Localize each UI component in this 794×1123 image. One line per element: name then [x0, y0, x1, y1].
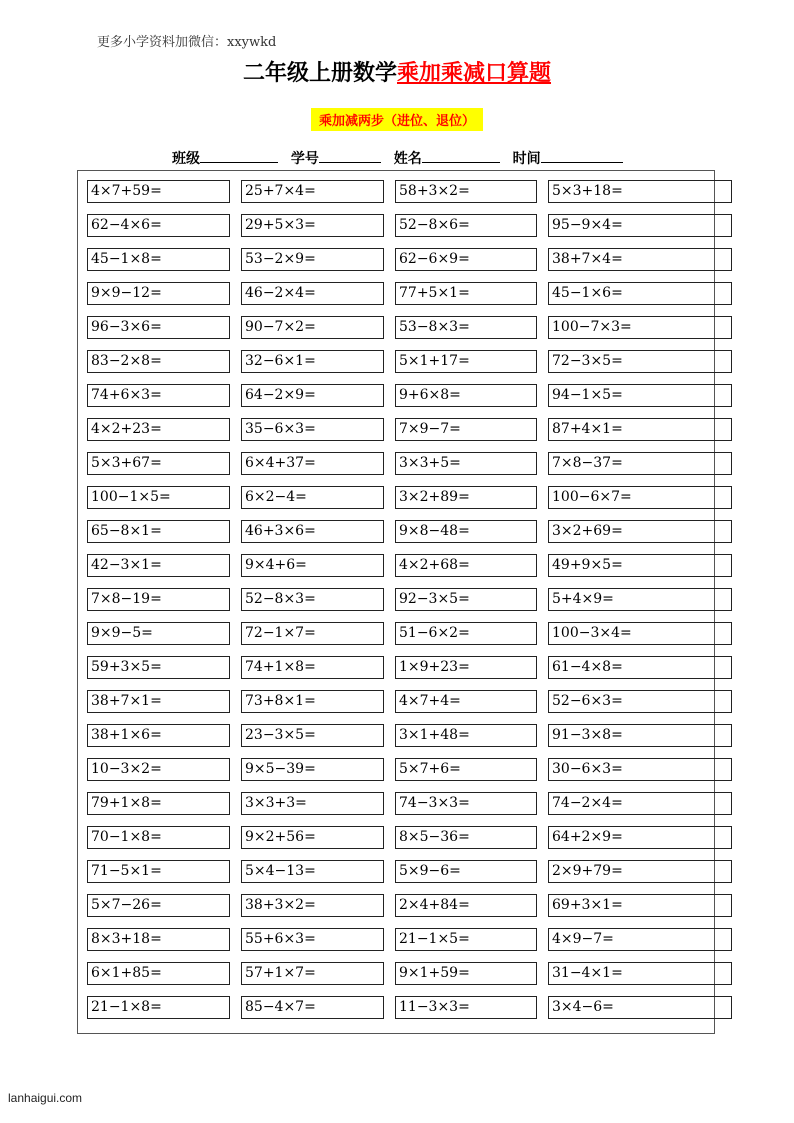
problem-cell[interactable]: 96−3×6= [87, 316, 230, 339]
problem-cell[interactable]: 62−4×6= [87, 214, 230, 237]
time-label: 时间 [512, 151, 541, 167]
problem-cell[interactable]: 64−2×9= [241, 384, 384, 407]
problem-cell[interactable]: 4×7+59= [87, 180, 230, 203]
time-blank[interactable] [541, 148, 623, 163]
problem-cell[interactable]: 25+7×4= [241, 180, 384, 203]
number-blank[interactable] [319, 148, 381, 163]
problem-cell[interactable]: 8×5−36= [395, 826, 537, 849]
problem-cell[interactable]: 6×1+85= [87, 962, 230, 985]
problem-cell[interactable]: 45−1×8= [87, 248, 230, 271]
problem-cell[interactable]: 38+3×2= [241, 894, 384, 917]
problem-cell[interactable]: 32−6×1= [241, 350, 384, 373]
problem-cell[interactable]: 74+1×8= [241, 656, 384, 679]
problem-cell[interactable]: 70−1×8= [87, 826, 230, 849]
problem-cell[interactable]: 53−8×3= [395, 316, 537, 339]
problem-cell[interactable]: 3×2+89= [395, 486, 537, 509]
problem-cell[interactable]: 61−4×8= [548, 656, 732, 679]
subtitle-wrap [0, 108, 794, 131]
problem-cell[interactable]: 5×3+18= [548, 180, 732, 203]
problem-cell[interactable]: 4×7+4= [395, 690, 537, 713]
problem-cell[interactable]: 9×9−12= [87, 282, 230, 305]
problem-cell[interactable]: 29+5×3= [241, 214, 384, 237]
class-blank[interactable] [200, 148, 278, 163]
problem-cell[interactable]: 5×3+67= [87, 452, 230, 475]
problem-cell[interactable]: 69+3×1= [548, 894, 732, 917]
problem-cell[interactable]: 72−3×5= [548, 350, 732, 373]
problem-cell[interactable]: 87+4×1= [548, 418, 732, 441]
problem-cell[interactable]: 3×2+69= [548, 520, 732, 543]
problem-cell[interactable]: 2×4+84= [395, 894, 537, 917]
problem-cell[interactable]: 49+9×5= [548, 554, 732, 577]
problem-cell[interactable]: 4×2+23= [87, 418, 230, 441]
problem-cell[interactable]: 65−8×1= [87, 520, 230, 543]
problem-cell[interactable]: 74+6×3= [87, 384, 230, 407]
problem-cell[interactable]: 83−2×8= [87, 350, 230, 373]
problem-cell[interactable]: 58+3×2= [395, 180, 537, 203]
problem-cell[interactable]: 21−1×5= [395, 928, 537, 951]
problem-cell[interactable]: 10−3×2= [87, 758, 230, 781]
problem-cell[interactable]: 7×8−19= [87, 588, 230, 611]
problem-cell[interactable]: 52−8×3= [241, 588, 384, 611]
problem-cell[interactable]: 52−6×3= [548, 690, 732, 713]
student-info-row [172, 148, 631, 168]
problem-cell[interactable]: 5+4×9= [548, 588, 732, 611]
problem-cell[interactable]: 7×9−7= [395, 418, 537, 441]
problem-sheet [77, 170, 715, 1034]
problem-cell[interactable]: 6×4+37= [241, 452, 384, 475]
problem-cell[interactable]: 73+8×1= [241, 690, 384, 713]
problem-cell[interactable]: 2×9+79= [548, 860, 732, 883]
problem-cell[interactable]: 5×9−6= [395, 860, 537, 883]
number-label: 学号 [290, 151, 319, 167]
problem-cell[interactable]: 5×7+6= [395, 758, 537, 781]
problem-cell[interactable]: 100−1×5= [87, 486, 230, 509]
problem-cell[interactable]: 79+1×8= [87, 792, 230, 815]
problem-cell[interactable]: 72−1×7= [241, 622, 384, 645]
problem-cell[interactable]: 74−3×3= [395, 792, 537, 815]
problem-cell[interactable]: 92−3×5= [395, 588, 537, 611]
problem-cell[interactable]: 91−3×8= [548, 724, 732, 747]
subtitle: 乘加减两步（进位、退位） [311, 108, 483, 131]
problem-cell[interactable]: 31−4×1= [548, 962, 732, 985]
problem-cell[interactable]: 42−3×1= [87, 554, 230, 577]
class-label: 班级 [172, 151, 200, 167]
problem-cell[interactable]: 6×2−4= [241, 486, 384, 509]
problem-cell[interactable]: 7×8−37= [548, 452, 732, 475]
problem-cell[interactable]: 77+5×1= [395, 282, 537, 305]
problem-cell[interactable]: 9×5−39= [241, 758, 384, 781]
problem-cell[interactable]: 9×9−5= [87, 622, 230, 645]
problem-cell[interactable]: 38+7×4= [548, 248, 732, 271]
problem-cell[interactable]: 46+3×6= [241, 520, 384, 543]
problem-cell[interactable]: 9×1+59= [395, 962, 537, 985]
problem-cell[interactable]: 9+6×8= [395, 384, 537, 407]
title-grade: 二年级上册数学 [242, 60, 397, 86]
problem-cell[interactable]: 5×1+17= [395, 350, 537, 373]
problem-cell[interactable]: 4×9−7= [548, 928, 732, 951]
problem-cell[interactable]: 3×3+3= [241, 792, 384, 815]
problem-cell[interactable]: 3×4−6= [548, 996, 732, 1019]
problem-cell[interactable]: 21−1×8= [87, 996, 230, 1019]
problem-cell[interactable]: 90−7×2= [241, 316, 384, 339]
problem-cell[interactable]: 100−7×3= [548, 316, 732, 339]
problem-cell[interactable]: 9×4+6= [241, 554, 384, 577]
header-note: 更多小学资料加微信：xxywkd [97, 35, 277, 50]
problem-cell[interactable]: 52−8×6= [395, 214, 537, 237]
problem-cell[interactable]: 9×2+56= [241, 826, 384, 849]
problem-cell[interactable]: 94−1×5= [548, 384, 732, 407]
problem-grid [87, 180, 732, 1019]
problem-cell[interactable]: 57+1×7= [241, 962, 384, 985]
problem-cell[interactable]: 46−2×4= [241, 282, 384, 305]
problem-cell[interactable]: 3×1+48= [395, 724, 537, 747]
problem-cell[interactable]: 5×7−26= [87, 894, 230, 917]
problem-cell[interactable]: 59+3×5= [87, 656, 230, 679]
problem-cell[interactable]: 30−6×3= [548, 758, 732, 781]
problem-cell[interactable]: 51−6×2= [395, 622, 537, 645]
name-blank[interactable] [422, 148, 500, 163]
problem-cell[interactable]: 11−3×3= [395, 996, 537, 1019]
problem-cell[interactable]: 23−3×5= [241, 724, 384, 747]
problem-cell[interactable]: 100−3×4= [548, 622, 732, 645]
problem-cell[interactable]: 38+1×6= [87, 724, 230, 747]
page-title [0, 56, 794, 87]
problem-cell[interactable]: 5×4−13= [241, 860, 384, 883]
problem-cell[interactable]: 8×3+18= [87, 928, 230, 951]
problem-cell[interactable]: 71−5×1= [87, 860, 230, 883]
problem-cell[interactable]: 9×8−48= [395, 520, 537, 543]
problem-cell[interactable]: 4×2+68= [395, 554, 537, 577]
problem-cell[interactable]: 38+7×1= [87, 690, 230, 713]
problem-cell[interactable]: 100−6×7= [548, 486, 732, 509]
problem-cell[interactable]: 95−9×4= [548, 214, 732, 237]
problem-cell[interactable]: 1×9+23= [395, 656, 537, 679]
problem-cell[interactable]: 3×3+5= [395, 452, 537, 475]
problem-cell[interactable]: 85−4×7= [241, 996, 384, 1019]
problem-cell[interactable]: 35−6×3= [241, 418, 384, 441]
problem-cell[interactable]: 53−2×9= [241, 248, 384, 271]
name-label: 姓名 [393, 151, 422, 167]
problem-cell[interactable]: 45−1×6= [548, 282, 732, 305]
problem-cell[interactable]: 74−2×4= [548, 792, 732, 815]
problem-cell[interactable]: 55+6×3= [241, 928, 384, 951]
title-topic: 乘加乘减口算题 [397, 60, 552, 86]
problem-cell[interactable]: 62−6×9= [395, 248, 537, 271]
footer-watermark: lanhaigui.com [8, 1091, 83, 1105]
problem-cell[interactable]: 64+2×9= [548, 826, 732, 849]
